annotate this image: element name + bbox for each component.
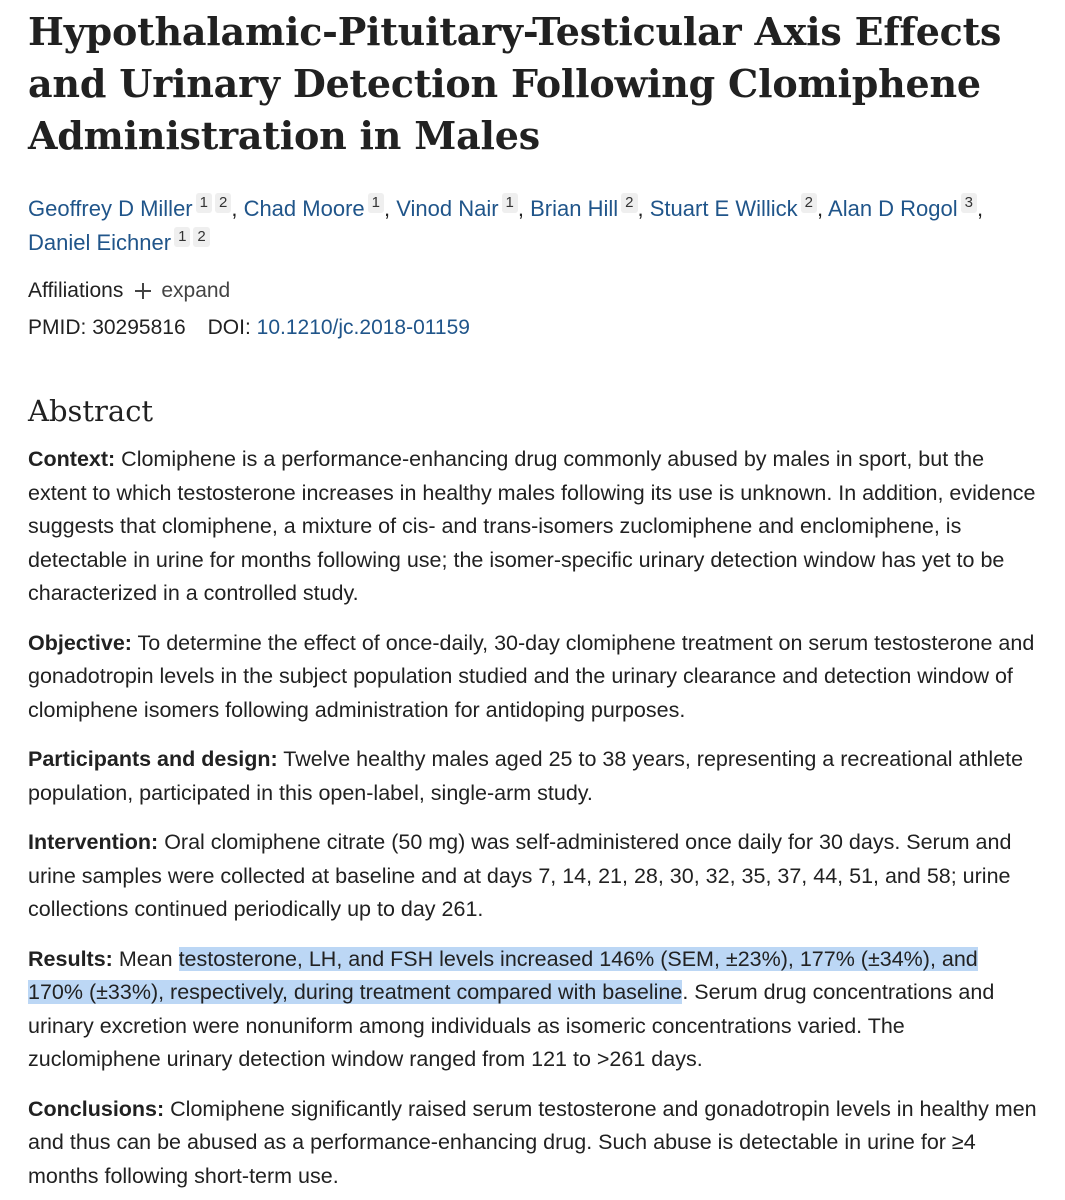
intervention-text: Oral clomiphene citrate (50 mg) was self-administered once daily for 30 days. Serum and urine samples were collected at baseline and at days 7, 14, 21, 28, 30, 32, 35, 37, 44, 51, and 58; urine collections continued periodically up to day 261. xyxy=(28,830,1012,921)
author-separator: , xyxy=(383,196,397,221)
author-separator: , xyxy=(517,196,531,221)
author-link-vinod-nair[interactable]: Vinod Nair xyxy=(396,196,499,221)
pmid-value: 30295816 xyxy=(92,316,186,339)
article-title: Hypothalamic-Pituitary-Testicular Axis Effects and Urinary Detection Following Clomiphene Administration in Males xyxy=(28,9,1002,158)
design-text: Twelve healthy males aged 25 to 38 years, representing a recreational athlete population, participated in this open-label, single-arm study. xyxy=(28,747,1024,805)
pmid-label: PMID: xyxy=(28,316,87,339)
doi-label: DOI: xyxy=(207,316,251,339)
author-link-geoffrey-d-miller[interactable]: Geoffrey D Miller xyxy=(28,196,193,221)
results-text-pre: Mean xyxy=(118,946,179,971)
author-link-brian-hill[interactable]: Brian Hill xyxy=(530,196,619,221)
affiliations-row xyxy=(28,276,1038,306)
objective-label: Objective: xyxy=(28,630,132,655)
plus-icon xyxy=(135,283,151,299)
affiliation-ref[interactable]: 2 xyxy=(621,193,637,213)
article-page xyxy=(28,0,1038,1193)
affiliation-ref[interactable]: 2 xyxy=(215,193,231,213)
abstract-intervention xyxy=(28,826,1038,927)
context-text: Clomiphene is a performance-enhancing drug commonly abused by males in sport, but the extent to which testosterone increases in healthy males following its use is unknown. In addition, evidence suggests that clomiphene, a mixture of cis- and trans-isomers zuclomiphene and enclomiphene, is detectable in urine for months following use; the isomer-specific urinary detection window has yet to be characterized in a controlled study. xyxy=(28,447,1036,605)
affiliation-ref[interactable]: 1 xyxy=(502,193,518,213)
intervention-label: Intervention: xyxy=(28,830,159,854)
conclusions-label: Conclusions: xyxy=(28,1096,165,1121)
identifiers-row xyxy=(28,313,1038,343)
affiliation-ref[interactable]: 1 xyxy=(368,193,384,213)
abstract-results xyxy=(28,943,1038,1077)
affiliation-ref[interactable]: 3 xyxy=(961,193,977,213)
affiliation-ref[interactable]: 1 xyxy=(196,193,212,213)
author-separator: , xyxy=(637,196,650,221)
conclusions-text: Clomiphene significantly raised serum testosterone and gonadotropin levels in healthy men and thus can be abused as a performance-enhancing drug. Such abuse is detectable in urine for ≥4 months following short-term use. xyxy=(28,1096,1037,1188)
doi-link[interactable]: 10.1210/jc.2018-01159 xyxy=(256,316,470,339)
affiliation-ref[interactable]: 2 xyxy=(801,193,817,213)
author-link-daniel-eichner[interactable]: Daniel Eichner xyxy=(28,230,172,255)
objective-text: To determine the effect of once-daily, 30-day clomiphene treatment on serum testosterone and gonadotropin levels in the subject population studied and the urinary clearance and detection window of clomiphene isomers following administration for antidoping purposes. xyxy=(28,630,1035,722)
affiliations-expand-button[interactable] xyxy=(135,276,230,306)
abstract-design xyxy=(28,743,1038,810)
author-separator: , xyxy=(977,196,984,221)
author-link-stuart-e-willick[interactable]: Stuart E Willick xyxy=(649,196,798,221)
abstract-context xyxy=(28,443,1038,611)
affiliations-label: Affiliations xyxy=(28,279,124,302)
design-label: Participants and design: xyxy=(28,747,278,771)
results-label: Results: xyxy=(28,946,113,971)
expand-label: expand xyxy=(161,279,231,302)
abstract-conclusions xyxy=(28,1093,1038,1194)
author-link-alan-d-rogol[interactable]: Alan D Rogol xyxy=(828,196,958,221)
abstract-heading: Abstract xyxy=(28,394,154,428)
affiliation-ref[interactable]: 2 xyxy=(193,227,209,247)
author-separator: , xyxy=(231,196,244,221)
abstract-objective xyxy=(28,627,1038,728)
context-label: Context: xyxy=(28,447,116,471)
affiliation-ref[interactable]: 1 xyxy=(174,227,190,247)
results-text-post: . Serum drug concentrations and urinary excretion were nonuniform among individuals as isomeric concentrations varied. The zuclomiphene urinary detection window ranged from 121 to >261 days. xyxy=(28,980,995,1071)
selected-text-highlight: testosterone, LH, and FSH levels increased 146% (SEM, ±23%), 177% (±34%), and 170% (±33%), respectively, during treatment compared with baseline xyxy=(28,946,978,1004)
author-separator: , xyxy=(817,196,829,221)
authors-list xyxy=(28,192,1038,260)
author-link-chad-moore[interactable]: Chad Moore xyxy=(243,196,365,221)
